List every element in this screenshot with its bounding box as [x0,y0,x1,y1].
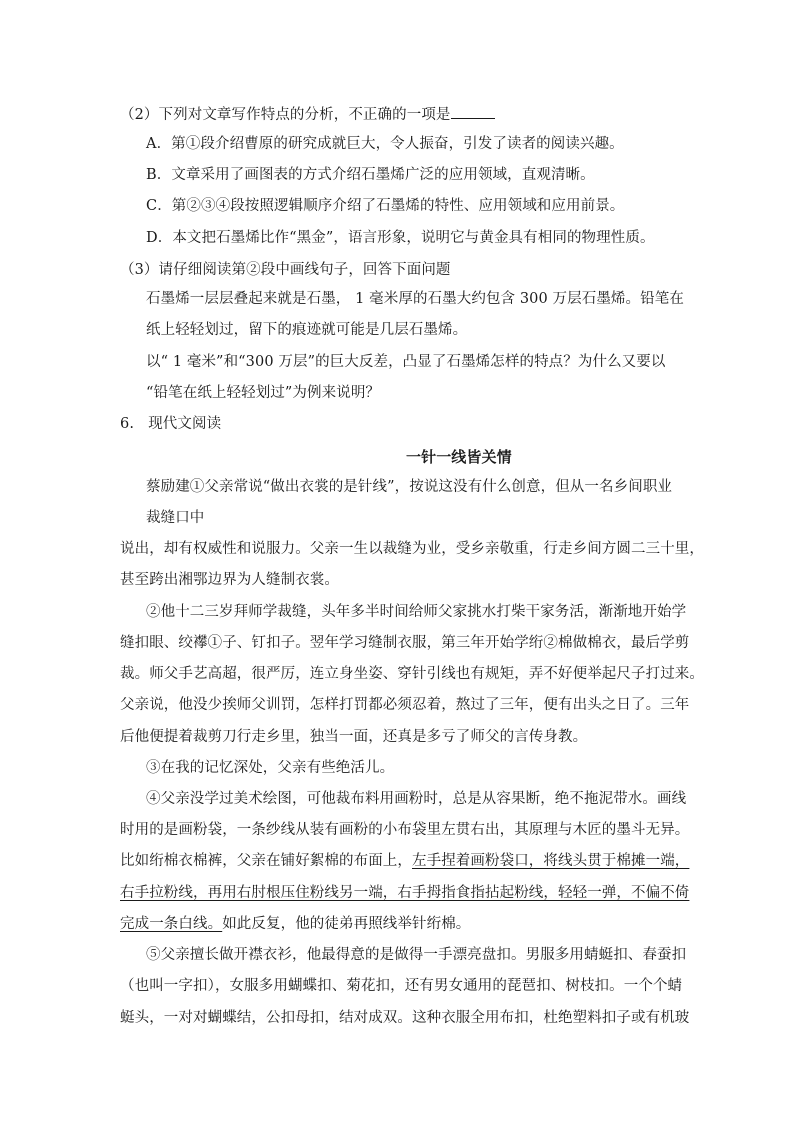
option-a: A．第①段介绍曹原的研究成就巨大，令人振奋，引发了读者的阅读兴趣。 [146,136,624,152]
underlined-sentence: 左手捏着画粉袋口，将线头贯于棉摊一端， [412,853,690,869]
underlined-sentence-end: 完成一条白线。 [120,916,223,932]
question-3-line-1: 以“ 1 毫米”和“300 万层”的巨大反差，凸显了石墨烯怎样的特点？为什么又要以 [146,354,666,370]
paragraph-2-line-1: ②他十二三岁拜师学裁缝，头年多半时间给师父家挑水打柴干家务活，渐渐地开始学 [146,604,687,620]
plain-text: 比如绗棉衣棉裤，父亲在铺好絮棉的布面上， [120,853,412,869]
paragraph-5-line-1: ⑤父亲擅长做开襟衣衫，他最得意的是做得一手漂亮盘扣。男服多用蜻蜓扣、春蚕扣 [146,947,687,963]
question-number: 6. [120,416,135,432]
paragraph-5-line-3: 蜓头，一对对蝴蝶结，公扣母扣，结对成双。这种衣服全用布扣，杜绝塑料扣子或有机玻 [120,1010,690,1026]
article-title: 一针一线皆关情 [406,448,512,466]
question-3-line-2: “铅笔在纸上轻轻划过”为例来说明？ [146,385,381,401]
paragraph-2-line-3: 裁。师父手艺高超，很严厉，连立身坐姿、穿针引线也有规矩，弄不好便举起尺子打过来。 [120,666,704,682]
paragraph-4-line-5 [120,914,470,934]
section-label: 现代文阅读 [148,416,222,432]
paragraph-3-line-1: ③在我的记忆深处，父亲有些绝活儿。 [146,760,395,776]
quoted-sentence-line-1: 石墨烯一层层叠起来就是石墨， 1 毫米厚的石墨大约包含 300 万层石墨烯。铅笔在 [146,291,684,307]
option-c: C．第②③④段按照逻辑顺序介绍了石墨烯的特性、应用领域和应用前景。 [146,198,625,214]
question-6-heading [120,414,221,434]
paragraph-4-line-1: ④父亲没学过美术绘图，可他裁布料用画粉时，总是从容果断，绝不拖泥带水。画线 [146,791,687,807]
plain-text: 如此反复，他的徒弟再照线举针绗棉。 [222,916,471,932]
paragraph-2-line-5: 后他便提着裁剪刀行走乡里，独当一面，还真是多亏了师父的言传身教。 [120,729,588,745]
option-b: B．文章采用了画图表的方式介绍石墨烯广泛的应用领域，直观清晰。 [146,167,595,183]
question-3-stem: （3）请仔细阅读第②段中画线句子，回答下面问题 [120,262,451,278]
paragraph-1-line-1: 蔡励建①父亲常说“做出衣裳的是针线”，按说这没有什么创意，但从一名乡间职业 [146,479,673,495]
paragraph-4-line-2: 时用的是画粉袋，一条纱线从装有画粉的小布袋里左贯右出，其原理与木匠的墨斗无异。 [120,822,690,838]
answer-blank [451,104,495,119]
paragraph-5-line-2: （也叫一字扣），女服多用蝴蝶扣、菊花扣，还有男女通用的琵琶扣、树枝扣。一个个蜻 [120,978,683,994]
paragraph-4-line-4: 右手拉粉线，再用右肘根压住粉线另一端，右手拇指食指拈起粉线，轻轻一弹，不偏不倚 [120,885,690,901]
paragraph-2-line-2: 缝扣眼、绞襻①子、钉扣子。翌年学习缝制衣服，第三年开始学绗②棉做棉衣，最后学剪 [120,635,690,651]
question-2-stem: （2）下列对文章写作特点的分析，不正确的一项是 [120,104,495,125]
paragraph-1-line-2: 裁缝口中 [146,510,205,526]
paragraph-4-line-3 [120,851,689,871]
option-d: D．本文把石墨烯比作“黑金”，语言形象，说明它与黄金具有相同的物理性质。 [146,230,655,246]
paragraph-1-line-4: 甚至跨出湘鄂边界为人缝制衣裳。 [120,572,339,588]
quoted-sentence-line-2: 纸上轻轻划过，留下的痕迹就可能是几层石墨烯。 [146,322,468,338]
paragraph-2-line-4: 父亲说，他没少挨师父训罚，怎样打罚都必须忍着，熬过了三年，便有出头之日了。三年 [120,697,690,713]
paragraph-1-line-3: 说出，却有权威性和说服力。父亲一生以裁缝为业，受乡亲敬重，行走乡间方圆二三十里， [120,541,704,557]
